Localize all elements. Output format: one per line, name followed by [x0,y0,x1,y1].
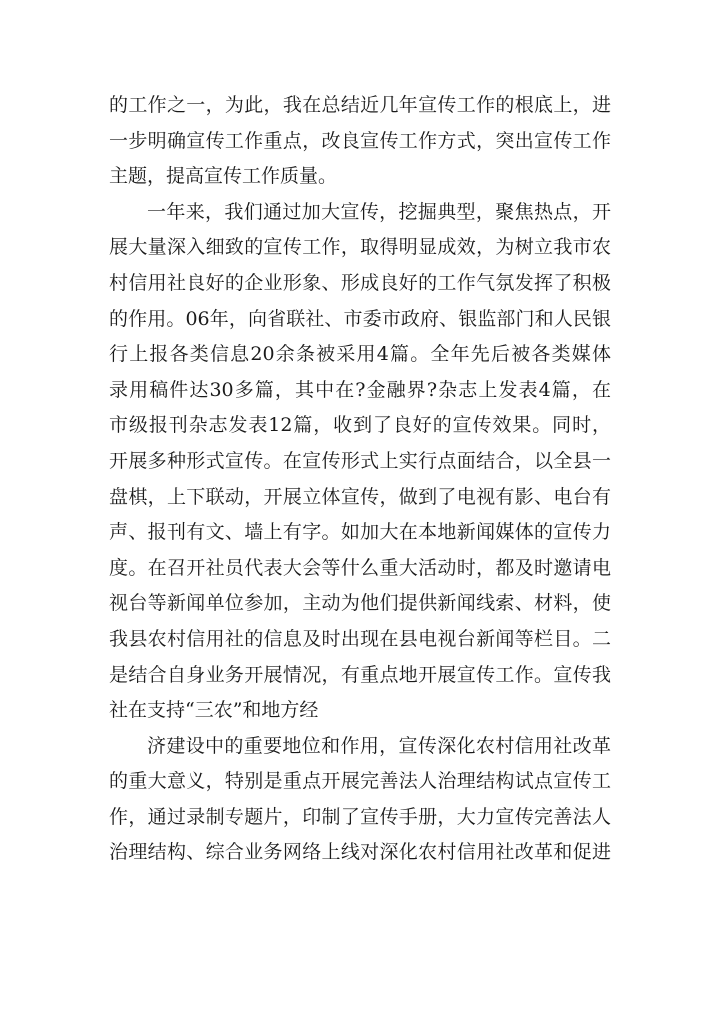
text-line: 盘棋，上下联动，开展立体宣传，做到了电视有影、电台有 [109,485,611,508]
text-line: 一步明确宣传工作重点，改良宣传工作方式，突出宣传工作 [109,129,611,152]
text-line: 开展多种形式宣传。在宣传形式上实行点面结合，以全县一 [109,449,611,472]
text-line: 是结合自身业务开展情况，有重点地开展宣传工作。宣传我 [109,663,611,686]
text-line: 度。在召开社员代表大会等什么重大活动时，都及时邀请电 [109,556,611,579]
text-line: 主题，提高宣传工作质量。 [109,165,338,188]
text-line: 视台等新闻单位参加，主动为他们提供新闻线索、材料，使 [109,592,611,615]
text-line: 的重大意义，特别是重点开展完善法人治理结构试点宣传工 [109,770,611,793]
text-line: 展大量深入细致的宣传工作，取得明显成效，为树立我市农 [109,236,611,259]
text-line: 社在支持“三农”和地方经 [109,699,319,722]
text-line: 作，通过录制专题片，印制了宣传手册，大力宣传完善法人 [109,805,611,828]
text-line: 我县农村信用社的信息及时出现在县电视台新闻等栏目。二 [109,627,611,650]
text-line: 声、报刊有文、墙上有字。如加大在本地新闻媒体的宣传力 [109,521,611,544]
text-line: 村信用社良好的企业形象、形成良好的工作气氛发挥了积极 [109,271,611,294]
text-line: 的工作之一，为此，我在总结近几年宣传工作的根底上，进 [109,94,611,116]
text-line: 治理结构、综合业务网络上线对深化农村信用社改革和促进 [109,841,611,864]
text-line: 录用稿件达30多篇，其中在?金融界?杂志上发表4篇，在 [109,378,611,401]
text-line: 市级报刊杂志发表12篇，收到了良好的宣传效果。同时， [109,414,611,437]
paragraph-start-line: 济建设中的重要地位和作用，宣传深化农村信用社改革 [147,734,611,757]
text-line: 行上报各类信息20余条被采用4篇。全年先后被各类媒体 [109,343,611,366]
paragraph-start-line: 一年来，我们通过加大宣传，挖掘典型，聚焦热点，开 [147,200,611,223]
body-text [109,88,611,871]
text-line: 的作用。06年，向省联社、市委市政府、银监部门和人民银 [109,307,611,330]
